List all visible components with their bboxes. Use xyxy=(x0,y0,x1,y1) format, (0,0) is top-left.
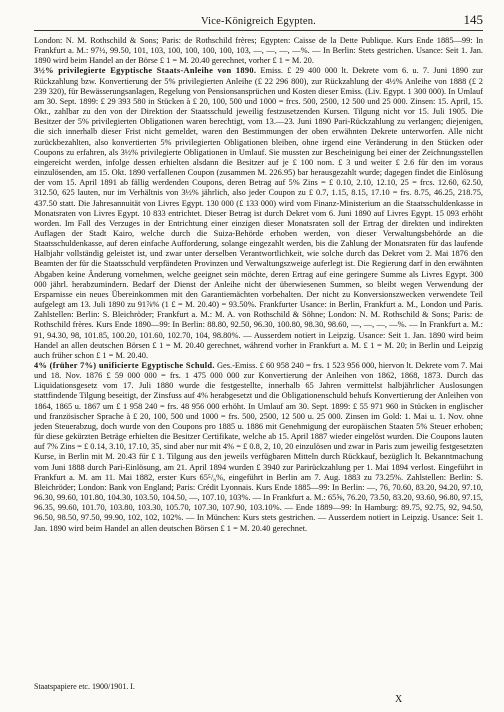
page-header xyxy=(34,12,483,31)
footer-source: Staatspapiere etc. 1900/1901. I. xyxy=(34,682,135,691)
running-title: Vice-Königreich Egypten. xyxy=(201,16,316,27)
paragraph-3 xyxy=(34,361,483,534)
page-number: 145 xyxy=(463,12,483,27)
paragraph-2 xyxy=(34,66,483,361)
body-text xyxy=(34,36,483,534)
paragraph-3-body: Ges.-Emiss. £ 60 958 240 = frs. 1 523 956 000, hiervon lt. Dekrete vom 7. Mai und 18. Nov. 1876 £ 59 000 000 = frs. 1 475 000 000 zur Konvertierung der Anleihen von 1862, 1868, 1873. Durch das Liquidationsgesetz vom 17. Juli 1880 wurde die festgestellte, innerhalb 65 Jahren vermittelst halbjährlicher Auslosungen stattfindende Tilgung beseitigt, der Zinsfuss auf 4% herabgesetzt und die Obligationenschuld behufs Konvertierung der Anleihen von 1864, 1865 u. 1867 um £ 1 958 240 = frs. 48 956 000 erhöht. In Umlauf am 30. Sept. 1899: £ 55 971 960 in Stücken in englischer und französischer Sprache à £ 20, 100, 500 und 1000 = frs. 500, 2500, 12 500 u. 25 000. Zinsen im Gold: 1. Mai u. 1. Nov. ohne jeden Steuerabzug, doch wurde von den Coupons pro 1885 u. 1886 mit Genehmigung der europäischen Staaten 5% Steuer erhoben; für diese gekürzten Beträge erhielten die Besitzer Certifikate, welche ab 15. April 1887 wieder eingelöst wurden. Die Coupons lauten auf 7% Zins = £ 0.14, 3.10, 17.10, 35, sind aber nur mit 4% = £ 0.8, 2, 10, 20 einzulösen und zwar in Paris zum jeweilig festgesetzten Kurse, in Berlin mit M. 20.43 für £ 1. Tilgung aus den jeweils verfügbaren Mitteln durch Rückkauf, bezüglich lt. Bekanntmachung vom Juni 1888 durch Pari-Einlösung, am 21. April 1894 wurden £ 3940 zur Parirückzahlung per 1. Mai 1894 verlost. Eingeführt in Frankfurt a. M. am 11. Mai 1882, erster Kurs 65⁵/₈%, eingeführt in Berlin am 7. Aug. 1883 zu 73.25%. Zahlstellen: Berlin: S. Bleichröder; London: Bank von England; Paris: Crédit Lyonnais. Kurs Ende 1885—99: In Berlin: —, 76, 70.60, 83.20, 94.20, 97.10, 96.30, 99.60, 101.80, 104.30, 103.50, 104.50, —, 107.10, 103%. — In Frankfurt a. M.: 65⅝, 76.20, 73.50, 83.20, 93.60, 96.80, 97.15, 96.35, 99.60, 101.70, 103.80, 103.30, 105.70, 107.30, 107.90, 103.10%. — Ende 1889—99: In Hamburg: 89.75, 92.75, 92, 94.50, 96.50, 98.50, 97.50, 99.90, 102, 102, 102%. — In München: Kurs stets gestrichen. — Ausserdem notiert in Leipzig. Usance: Seit 1. Jan. 1890 wird beim Handel an allen deutschen Börsen £ 1 = M. 20.40 gerechnet. xyxy=(34,361,483,533)
paragraph-1: London: N. M. Rothschild & Sons; Paris: de Rothschild frères; Egypten: Caisse de la Dette Publique. Kurs Ende 1885—99: In Frankfurt a. M.: 97½, 99.50, 101, 103, 100, 100, 100, 100, 103, —, —, —, —%. — In Berlin: Stets gestrichen. Usance: Seit 1. Jan. 1890 wird beim Handel an der Börse £ 1 = M. 20.40 gerechnet, vorher £ 1 = M. 20. xyxy=(34,36,483,66)
section-heading-unified-debt: 4% (früher 7%) unificierte Egyptische Schuld. xyxy=(34,361,215,370)
section-heading-3-5-percent-loan: 3½% privilegierte Egyptische Staats-Anleihe von 1890. xyxy=(34,66,257,76)
document-page xyxy=(34,12,483,534)
page-footer xyxy=(34,682,483,691)
paragraph-2-body: Emiss. £ 29 400 000 lt. Dekrete vom 6. u. 7. Juni 1890 zur Rückzahlung bzw. Konvertierung der 5% privilegierten Anleihe (£ 22 296 800), zur Rückzahlung der 4½% Anleihe von 1888 (£ 2 239 320), für Bewässerungsanlagen, Regelung von Pensionsansprüchen und Kosten dieser Emiss. (Liv. Egypt. 1 300 000). In Umlauf am 30. Sept. 1899: £ 29 393 580 in Stücken à £ 20, 100, 500 und 1000 = frcs. 500, 2500, 12 500 und 25 000. Zinsen: 15. April, 15. Okt., zahlbar zu den von der Direktion der Staatsschuld jeweilig festzusetzenden Kursen. Tilgung nicht vor 15. Juli 1905. Die Besitzer der 5% privilegierten Obligationen waren berechtigt, vom 13.—23. Juni 1890 Pari-Rückzahlung zu verlangen; diejenigen, die sich innerhalb dieser Frist nicht gemeldet, waren den Bestimmungen der oben erwähnten Dekrete unterworfen. Alle nicht zurückbezahlten, also konvertierten 5% privilegierten Obligationen bleiben, ohne irgend eine Veränderung in den Stücken oder Coupons zu erfahren, als 3½% privilegierte Obligationen in Umlauf. Sie mussten zur Bescheinigung bei einer der Zeichnungsstellen eingereicht werden, infolge dessen erhielten alsdann die Besitzer auf je £ 100 nom. £ 3 und weiter £ 2.6 für den im voraus einzulösenden, am 15. Okt. 1890 verfallenen Coupon (zusammen M. 226.95) bar herausgezahlt wurde; dagegen findet die Einlösung der vom 15. April 1891 ab fällig werdenden Coupons, deren Betrag auf 5% Zins = £ 0.10, 2.10, 12.10, 25 = frcs. 12.60, 62.50, 312.50, 625 lauten, nur im Verhältnis von 3½% jährlich, also jeder Coupon zu £ 0.7, 1.15, 8.15, 17.10 = frs. 8.75, 46.25, 218.75, 437.50 statt. Die Jahresannuität von Livres Egypt. 130 000 (£ 133 000) wird vom Finanz-Ministerium an die Staatsschuldenkasse in Monatsraten von Livres Egypt. 10 833 entrichtet. Dieser Betrag ist durch Dekret vom 6. Juni 1890 auf Livres Egypt. 15 093 erhöht worden. Im Fall des Verzuges in der Entrichtung einer einzigen dieser Monatsraten soll der Ertrag der direkten und indirekten Auflagen der Stadt Kairo, welche durch die Suiza-Behörde erhoben werden, von dieser Verwaltungsbehörde an die Staatsschuldenkasse, auf deren einfache Aufforderung, solange eingezahlt werden, bis die Zahlung der Monatsraten für das laufende Halbjahr vollständig geleistet ist, und zwar unter derselben Verantwortlichkeit, wie solche durch das Dekret vom 2. Mai 1876 den Beamten der für die Staatsschuld verpfändeten Provinzen und Verwaltungszweige auferlegt ist. Die Regierung darf in den erwähnten Abgaben keine Änderung vornehmen, welche geeignet sein möchte, deren Ertrag auf eine geringere Summe als Livres Egypt. 300 000 jährl. herabzumindern. Bedarf der Dienst der Anleihe nicht der überwiesenen Summen, so bleibt wegen Verwendung der Ersparnisse ein neues Übereinkommen mit den Garantiemächten vorbehalten. Der nicht zu Konversionszwecken verwendete Teil aufgelegt am 13. Juli 1890 zu 91⅞% (1 £ = M. 20.40) = 93.50%. Frankfurter Usance: in Berlin, Frankfurt a. M., London und Paris. Zahlstellen: Berlin: S. Bleichröder; Frankfurt a. M.: M. A. von Rothschild & Söhne; London: N. M. Rothschild & Sons; Paris: de Rothschild frères. Kurs Ende 1890—99: In Berlin: 88.80, 92.50, 96.30, 100.80, 98.30, 98.60, —, —, —, —%. — In Frankfurt a. M.: 91, 94.30, 98, 101.85, 100.20, 101.60, 102.70, 104, 98.80%. — Ausserdem notiert in Leipzig. Usance: Seit 1. Jan. 1890 wird beim Handel an allen deutschen Börsen £ 1 = M. 20.40 gerechnet, während vorher in Frankfurt a. M. £ 1 = M. 20; in Berlin und Leipzig auch früher schon £ 1 = M. 20.40. xyxy=(34,66,483,360)
signature-mark: X xyxy=(395,694,403,705)
